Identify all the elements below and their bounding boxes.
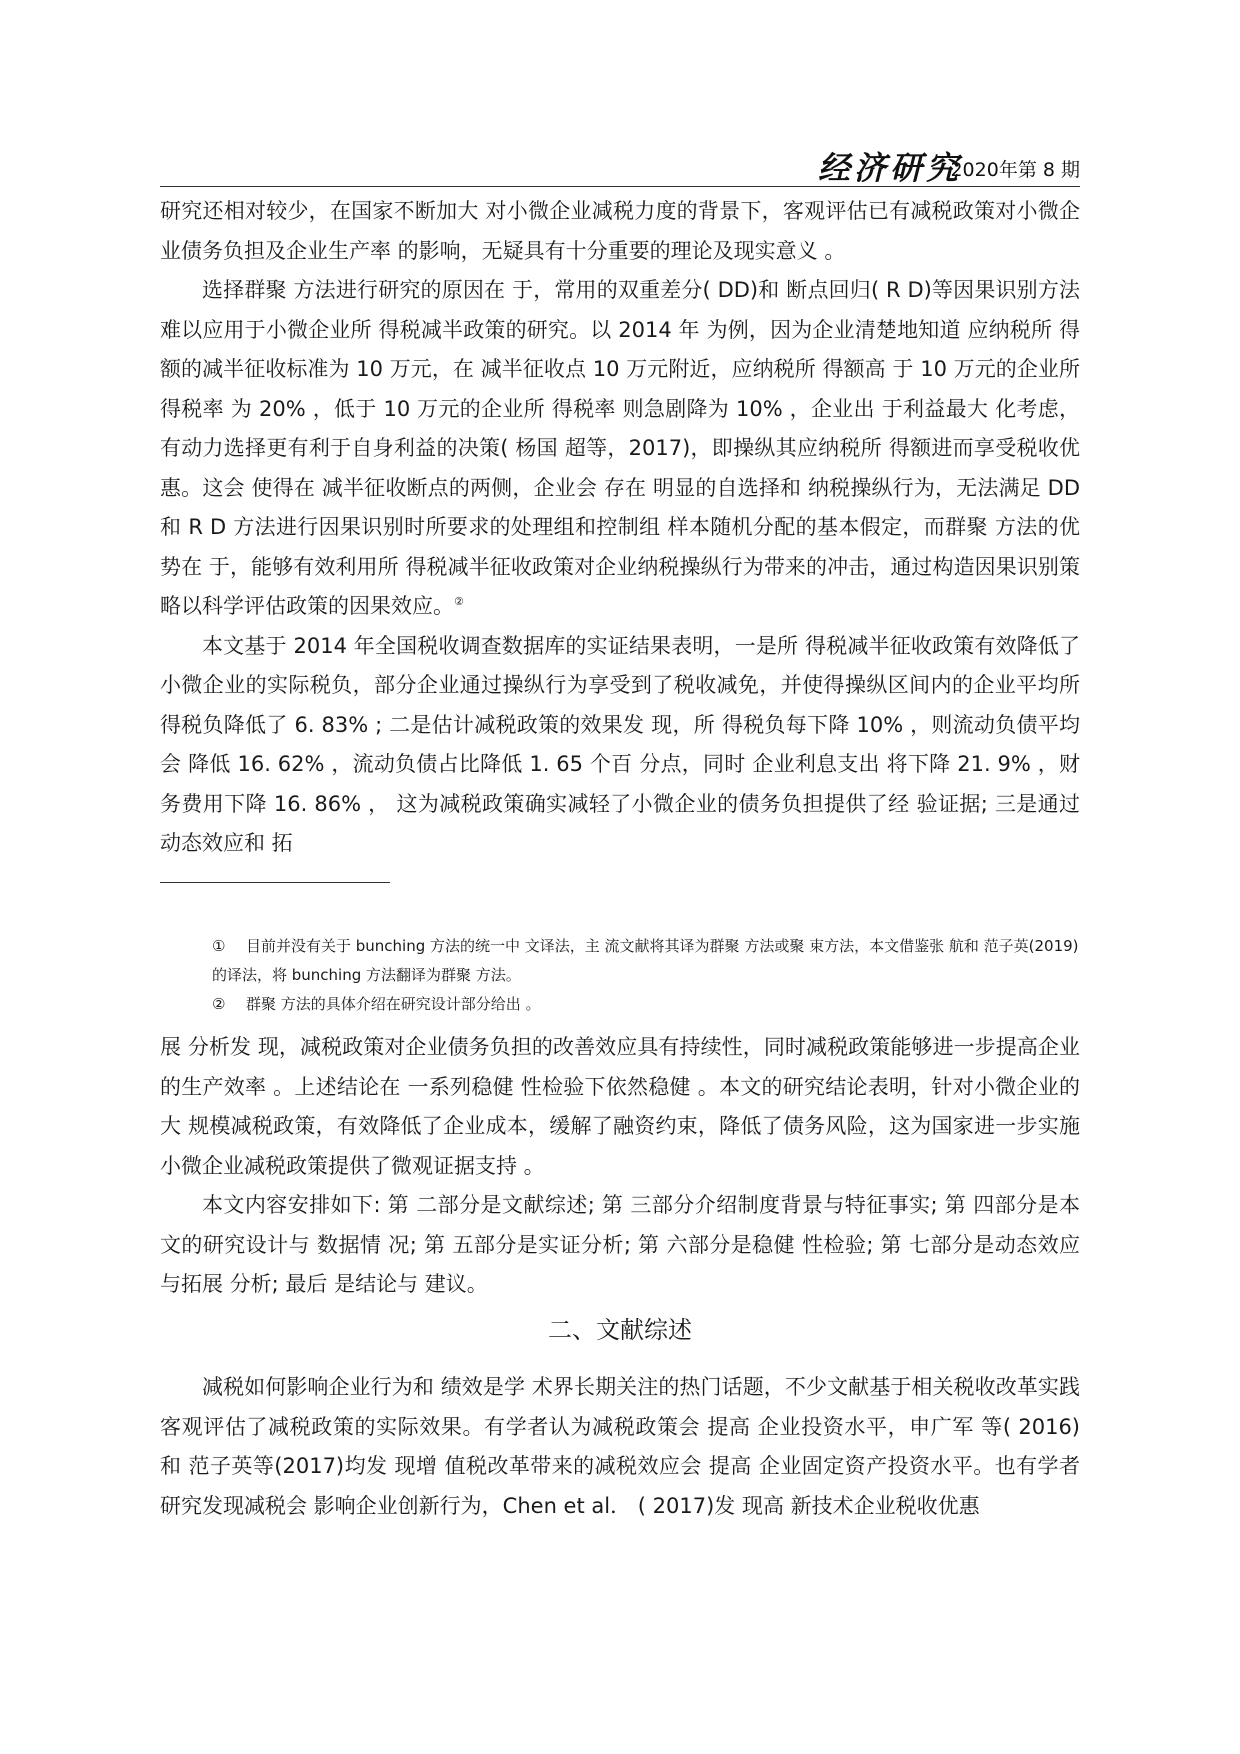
footnote — [160, 990, 1080, 1019]
body-text-top — [160, 192, 1080, 864]
running-header — [160, 150, 1080, 186]
journal-logo: 经济研究 — [817, 149, 962, 187]
footnotes — [160, 932, 1080, 1019]
footnote-rule — [160, 882, 390, 883]
footnote-text: 群聚 方法的具体介绍在研究设计部分给出 。 — [246, 995, 541, 1013]
footnote-text: 目前并没有关于 bunching 方法的统一中 文译法，主 流文献将其译为群聚 方法或聚 束方法，本文借鉴张 航和 范子英(2019) 的译法，将 bunching 方法翻译为群聚 方法。 — [212, 937, 1079, 984]
paragraph: 本文基于 2014 年全国税收调查数据库的实证结果表明，一是所 得税减半征收政策有效降低了小微企业的实际税负，部分企业通过操纵行为享受到了税收减免，并使得操纵区间内的企业平均所得税负降低了 6. 83% ; 二是估计减税政策的效果发 现，所 得税负每下降 10% ，则流动负债平均会 降低 16. 62% ，流动负债占比降低 1. 65 个百 分点，同时 企业利息支出 将下降 21. 9% ，财务费用下降 16. 86% ， 这为减税政策确实减轻了小微企业的债务负担提供了经 验证据; 三是通过动态效应和 拓 — [160, 633, 1080, 855]
body-text-bottom — [160, 1368, 1080, 1526]
footnote-ref: ② — [454, 595, 464, 608]
paragraph: 减税如何影响企业行为和 绩效是学 术界长期关注的热门话题，不少文献基于相关税收改革实践客观评估了减税政策的实际效果。有学者认为减税政策会 提高 企业投资水平，申广军 等( 2016) 和 范子英等(2017)均发 现增 值税改革带来的减税效应会 提高 企业固定资产投资水平。也有学者研究发现减税会 影响企业创新行为，Chen et al． ( 2017)发 现高 新技术企业税收优惠 — [160, 1375, 1080, 1518]
journal-issue: 2020年第 8 期 — [950, 159, 1080, 181]
paragraph: 本文内容安排如下: 第 二部分是文献综述; 第 三部分介绍制度背景与特征事实; 第 四部分是本文的研究设计与 数据情 况; 第 五部分是实证分析; 第 六部分是稳健 性检验; 第 七部分是动态效应与拓展 分析; 最后 是结论与 建议。 — [160, 1193, 1080, 1296]
paragraph — [160, 271, 1080, 627]
body-text-mid — [160, 1028, 1080, 1305]
paragraph: 研究还相对较少，在国家不断加大 对小微企业减税力度的背景下，客观评估已有减税政策对小微企业债务负担及企业生产率 的影响，无疑具有十分重要的理论及现实意义 。 — [160, 199, 1080, 263]
footnote-mark: ② — [212, 995, 226, 1013]
header-rule — [160, 186, 1080, 187]
paragraph-text: 选择群聚 方法进行研究的原因在 于，常用的双重差分( DD)和 断点回归( R D)等因果识别方法难以应用于小微企业所 得税减半政策的研究。以 2014 年 为例，因为企业清楚地知道 应纳税所 得额的减半征收标准为 10 万元，在 减半征收点 10 万元附近，应纳税所 得额高 于 10 万元的企业所 得税率 为 20% ，低于 10 万元的企业所 得税率 则急剧降为 10% ，企业出 于利益最大 化考虑，有动力选择更有利于自身利益的决策( 杨国 超等，2017)，即操纵其应纳税所 得额进而享受税收优惠。这会 使得在 减半征收断点的两侧，企业会 存在 明显的自选择和 纳税操纵行为，无法满足 DD 和 R D 方法进行因果识别时所要求的处理组和控制组 样本随机分配的基本假定，而群聚 方法的优势在 于，能够有效利用所 得税减半征收政策对企业纳税操纵行为带来的冲击，通过构造因果识别策略以科学评估政策的因果效应。 — [160, 278, 1080, 618]
footnote — [160, 932, 1080, 990]
footnote-mark: ① — [212, 937, 226, 955]
paragraph: 展 分析发 现，减税政策对企业债务负担的改善效应具有持续性，同时减税政策能够进一步提高企业的生产效率 。上述结论在 一系列稳健 性检验下依然稳健 。本文的研究结论表明，针对小微企业的大 规模减税政策，有效降低了企业成本，缓解了融资约束，降低了债务风险，这为国家进一步实施小微企业减税政策提供了微观证据支持 。 — [160, 1035, 1080, 1178]
section-title: 二、文献综述 — [548, 1316, 692, 1344]
